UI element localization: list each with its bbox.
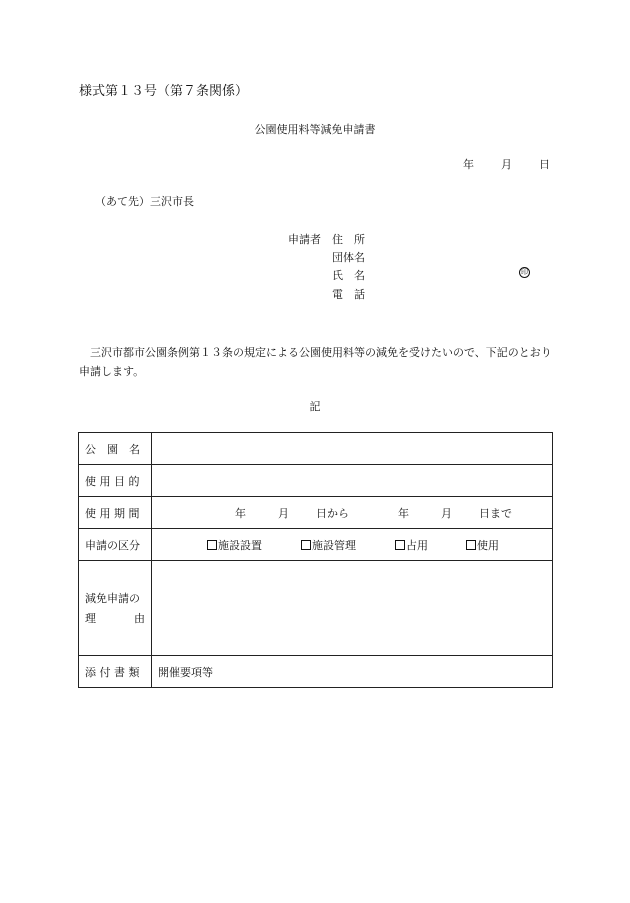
- date-month: 月: [501, 158, 512, 171]
- applicant-name-label: 氏 名: [332, 269, 365, 282]
- table-row: [79, 561, 553, 656]
- period-end-month: 月: [441, 506, 452, 520]
- category-option[interactable]: 施設設置: [207, 537, 301, 553]
- category-option[interactable]: 使用: [466, 537, 499, 553]
- period-label: 使 用 期 間: [79, 497, 152, 529]
- park-name-label: 公 園 名: [79, 433, 152, 465]
- park-name-field[interactable]: [152, 433, 553, 465]
- table-row: [79, 497, 553, 529]
- period-field[interactable]: [152, 497, 553, 529]
- applicant-label: 申請者: [288, 233, 321, 246]
- document-title: 公園使用料等減免申請書: [254, 123, 376, 136]
- applicant-org-label: 団体名: [332, 251, 365, 264]
- application-table: [78, 432, 553, 688]
- period-start-day: 日から: [316, 506, 349, 520]
- attachments-value: 開催要項等: [152, 656, 553, 688]
- reason-field[interactable]: [152, 561, 553, 656]
- checkbox-icon[interactable]: [207, 540, 217, 550]
- category-option[interactable]: 占用: [395, 537, 466, 553]
- table-row: [79, 656, 553, 688]
- table-row: [79, 529, 553, 561]
- category-label: 申請の区分: [79, 529, 152, 561]
- date-year: 年: [463, 158, 474, 171]
- ki-heading: 記: [309, 400, 321, 413]
- checkbox-icon[interactable]: [395, 540, 405, 550]
- attachments-label: 添 付 書 類: [79, 656, 152, 688]
- category-options: [152, 529, 553, 561]
- checkbox-icon[interactable]: [301, 540, 311, 550]
- form-number: 様式第１３号（第７条関係）: [79, 84, 249, 99]
- date-day: 日: [539, 158, 550, 171]
- period-end-year: 年: [398, 506, 409, 520]
- applicant-address-label: 住 所: [332, 233, 365, 246]
- body-text: 三沢市都市公園条例第１３条の規定による公園使用料等の減免を受けたいので、下記のとおり申請します。: [79, 346, 552, 378]
- applicant-phone-label: 電 話: [332, 288, 365, 301]
- reason-label: 減免申請の 理 由: [79, 561, 152, 656]
- addressee: （あて先）三沢市長: [95, 195, 194, 208]
- table-row: [79, 433, 553, 465]
- checkbox-icon[interactable]: [466, 540, 476, 550]
- period-start-month: 月: [278, 506, 289, 520]
- period-start-year: 年: [235, 506, 246, 520]
- purpose-field[interactable]: [152, 465, 553, 497]
- date-line: [463, 156, 550, 172]
- category-option[interactable]: 施設管理: [301, 537, 395, 553]
- table-row: [79, 465, 553, 497]
- period-end-day: 日まで: [479, 506, 512, 520]
- purpose-label: 使 用 目 的: [79, 465, 152, 497]
- seal-icon: 印: [521, 268, 528, 276]
